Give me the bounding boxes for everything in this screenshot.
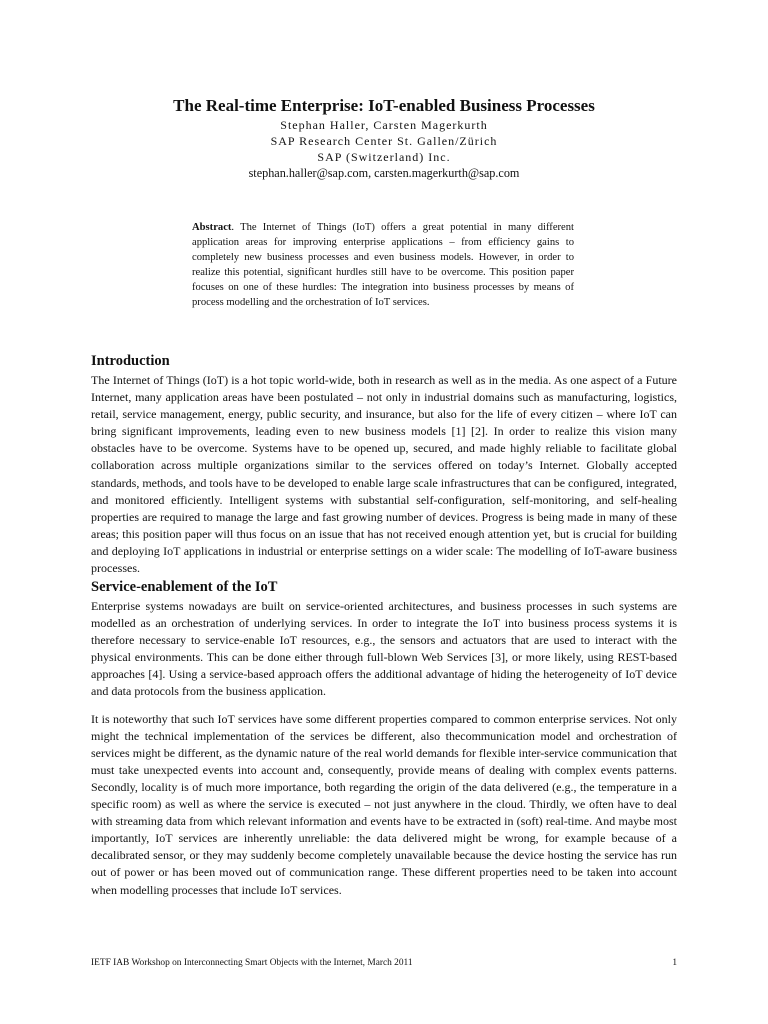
page-footer xyxy=(91,957,677,969)
section-heading: Introduction xyxy=(91,353,170,369)
abstract-label: Abstract xyxy=(192,222,232,233)
author-names: Stephan Haller, Carsten Magerkurth xyxy=(280,118,488,132)
abstract-text: . The Internet of Things (IoT) offers a great potential in many different application areas for improving enterprise applications – from efficiency gains to completely new business processes and even business models. However, in order to realize this potential, significant hurdles still have to be overcome. This position paper focuses on one of these hurdles: The integration into business processes by means of process modelling and the orchestration of IoT services. xyxy=(192,222,574,309)
abstract xyxy=(192,220,574,311)
paragraph: Enterprise systems nowadays are built on service-oriented architectures, and business processes in such systems are modelled as an orchestration of underlying services. In order to integrate the IoT into business process systems it is therefore necessary to service-enable IoT resources, e.g., the sensors and actuators that are used to interact with the physical environments. This can be done either through full-blown Web Services [3], or more likely, using REST-based approaches [4]. Using a service-based approach offers the additional advantage of hiding the heterogeneity of IoT device and data protocols from the business application. xyxy=(91,599,677,699)
affiliation-line-1: SAP Research Center St. Gallen/Zürich xyxy=(270,134,498,148)
footer-venue: IETF IAB Workshop on Interconnecting Smart Objects with the Internet, March 2011 xyxy=(91,958,413,968)
page-number: 1 xyxy=(672,958,677,968)
paragraph: The Internet of Things (IoT) is a hot topic world-wide, both in research as well as in the media. As one aspect of a Future Internet, many application areas have been postulated – not only in industrial domains such as manufacturing, logistics, retail, service management, energy, public security, and insurance, but also for the life of every citizen – where IoT can bring significant improvements, leading even to new business models [1] [2]. In order to realize this vision many obstacles have to be overcome. Systems have to be opened up, secured, and made highly reliable to facilitate global collaboration across multiple organizations similar to the services offered on today’s Internet. Globally accepted standards, methods, and tools have to be developed to enable large scale infrastructures that can be configured, integrated, and monitored efficiently. Intelligent systems with substantial self-configuration, self-monitoring, and self-healing properties are required to manage the large and fast growing number of devices. Progress is being made in many of these areas; this position paper will thus focus on an issue that has not received enough attention yet, but is crucial for building and deploying IoT applications in industrial or enterprise settings on a wider scale: The modelling of IoT-aware business processes. xyxy=(91,373,677,576)
affiliation-line-2: SAP (Switzerland) Inc. xyxy=(317,150,451,164)
section-introduction xyxy=(91,352,677,577)
section-service-enablement xyxy=(91,578,677,899)
paper-title: The Real-time Enterprise: IoT-enabled Business Processes xyxy=(173,96,595,115)
paragraph: It is noteworthy that such IoT services have some different properties compared to common enterprise services. Not only might the technical implementation of the services be different, also thecommunication model and orchestration of services might be different, as the dynamic nature of the real world demands for flexible inter-service communication that must take unexpected events into account and, consequently, provide means of dealing with complex events patterns. Secondly, locality is of much more importance, both regarding the origin of the data delivered (e.g., the temperature in a specific room) as well as where the service is executed – not just anywhere in the cloud. Thirdly, we often have to deal with streaming data from which relevant information and events have to be extracted in (soft) real-time. And maybe most importantly, IoT services are inherently unreliable: the data delivered might be wrong, for example because of a decalibrated sensor, or they may suddenly become completely unavailable because the device hosting the service has run out of power or has been moved out of communication range. These different properties need to be taken into account when modelling processes that include IoT services. xyxy=(91,711,677,897)
section-heading: Service-enablement of the IoT xyxy=(91,579,278,595)
author-block xyxy=(0,117,768,181)
author-emails[interactable]: stephan.haller@sap.com, carsten.magerkurth@sap.com xyxy=(248,166,520,180)
